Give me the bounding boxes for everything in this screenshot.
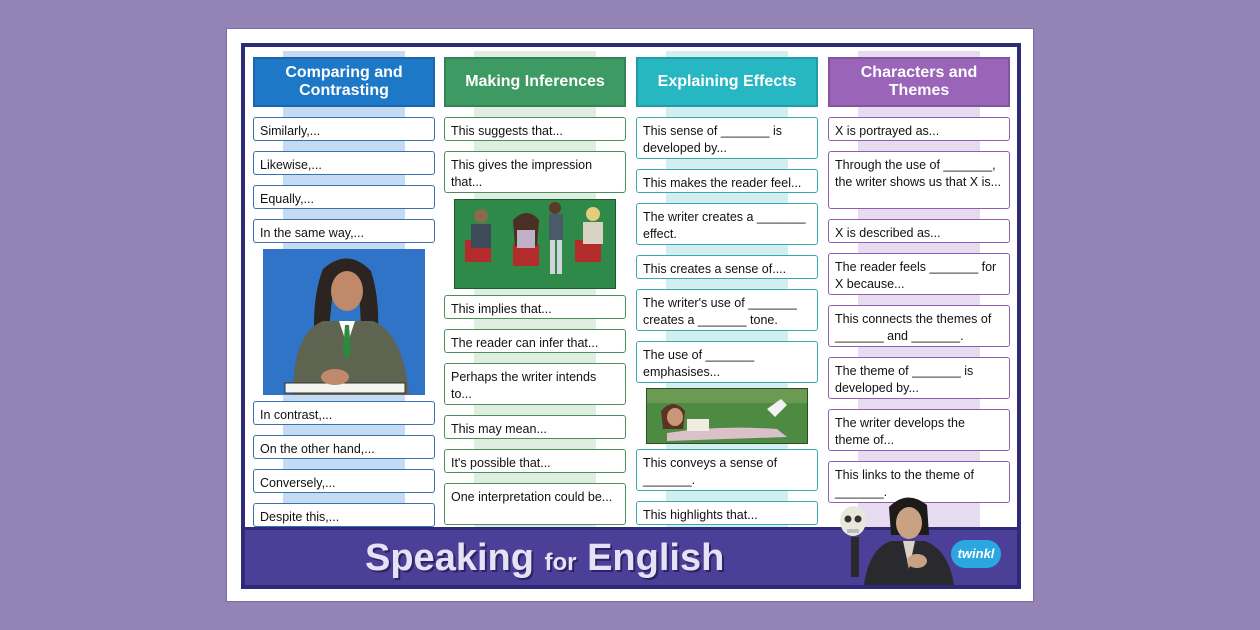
phrase-box: In contrast,... (253, 401, 435, 425)
phrase-box: Through the use of _______, the writer shows us that X is... (828, 151, 1010, 209)
column-heading: Comparing and Contrasting (253, 57, 435, 107)
hamlet-skull-illustration (833, 489, 965, 589)
phrase-box: This links to the theme of _______. (828, 461, 1010, 503)
phrase-box: Conversely,... (253, 469, 435, 493)
phrase-box: This creates a sense of.... (636, 255, 818, 279)
phrase-box: The writer's use of _______ creates a _______ tone. (636, 289, 818, 331)
phrase-box: In the same way,... (253, 219, 435, 243)
phrase-box: This conveys a sense of _______. (636, 449, 818, 491)
phrase-box: On the other hand,... (253, 435, 435, 459)
phrase-box: This connects the themes of _______ and _______. (828, 305, 1010, 347)
title-word: English (587, 537, 725, 579)
column-effects (636, 47, 818, 529)
reading-girl-illustration (646, 388, 808, 444)
phrase-box: This gives the impression that... (444, 151, 626, 193)
phrase-box: It's possible that... (444, 449, 626, 473)
phrase-box: Perhaps the writer intends to... (444, 363, 626, 405)
phrase-box: This sense of _______ is developed by... (636, 117, 818, 159)
phrase-box: X is described as... (828, 219, 1010, 243)
poster-title (365, 536, 724, 585)
phrase-box: This implies that... (444, 295, 626, 319)
group-discussion-illustration (454, 199, 616, 289)
phrase-box: This suggests that... (444, 117, 626, 141)
column-heading: Explaining Effects (636, 57, 818, 107)
column-characters (828, 47, 1010, 529)
phrase-box: Likewise,... (253, 151, 435, 175)
phrase-box: This makes the reader feel... (636, 169, 818, 193)
phrase-box: The theme of _______ is developed by... (828, 357, 1010, 399)
phrase-box: The reader can infer that... (444, 329, 626, 353)
title-word: Speaking (365, 537, 534, 579)
phrase-box: The use of _______ emphasises... (636, 341, 818, 383)
column-heading: Characters and Themes (828, 57, 1010, 107)
column-inferences (444, 47, 626, 529)
phrase-box: One interpretation could be... (444, 483, 626, 525)
column-heading: Making Inferences (444, 57, 626, 107)
student-writing-illustration (263, 249, 425, 395)
phrase-box: This may mean... (444, 415, 626, 439)
phrase-box: Despite this,... (253, 503, 435, 527)
phrase-box: X is portrayed as... (828, 117, 1010, 141)
phrase-box: Equally,... (253, 185, 435, 209)
column-comparing (253, 47, 435, 529)
phrase-box: The writer develops the theme of... (828, 409, 1010, 451)
phrase-box: This highlights that... (636, 501, 818, 525)
phrase-box: The reader feels _______ for X because... (828, 253, 1010, 295)
title-word-small: for (544, 549, 577, 576)
poster-frame (241, 43, 1021, 589)
phrase-box: The writer creates a _______ effect. (636, 203, 818, 245)
phrase-box: Similarly,... (253, 117, 435, 141)
twinkl-logo: twinkl (951, 540, 1001, 568)
poster (226, 28, 1034, 602)
